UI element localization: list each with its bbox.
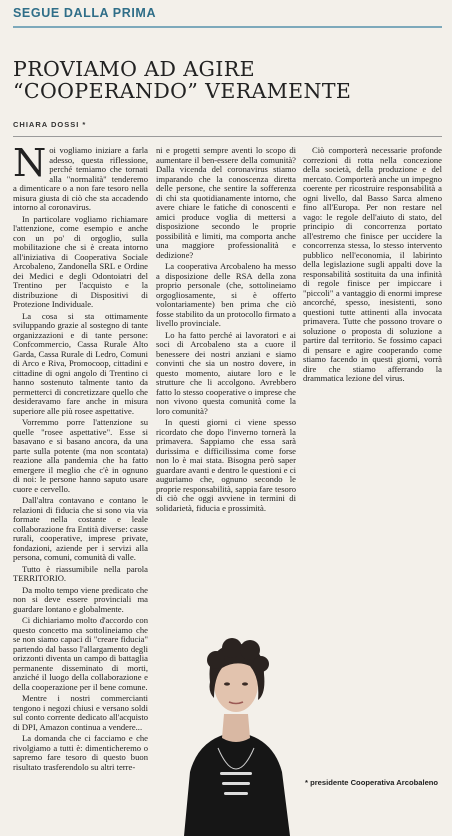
article-paragraph: Lo ha fatto perché ai lavoratori e ai soci di Arcobaleno sta a cuore il benessere dei nostri anziani e siamo convinti che sia un nostro dovere, in questo momento, aiutare loro e le strutture che li accolgono. Avrebbero fatto lo stesso cooperative o imprese che non vivono questa comunità come la loro comunità? [156, 329, 296, 416]
byline-rule [13, 136, 442, 137]
article-paragraph: La domanda che ci facciamo e che rivolgiamo a tutti è: dimenticheremo o sapremo fare tesoro di questo buon risultato trasferendolo su altri terre- [13, 733, 148, 772]
headline-line-1: PROVIAMO AD AGIRE [13, 57, 255, 81]
portrait-image [176, 622, 296, 836]
article-paragraph: Mentre i nostri commercianti tengono i negozi chiusi e versano soldi sul conto corrente dedicato all'acquisto di DPI, Amazon continua a vendere... [13, 693, 148, 732]
article-paragraph: Ciò comporterà necessarie profonde correzioni di rotta nella concezione della società, della produzione e del mercato. Comporterà anche un impegno coerente per ricostruire responsabilità a ogni livello, dal Basso Sarca almeno fino all'Europa. Per non restare nel vago: le regole dell'aiuto di stato, del principio di concorrenza portato all'estremo che finisce per uccidere la concorrenza stessa, lo stesso intervento pubblico nell'economia, il labirinto della legislazione sugli appalti dove la responsabilità sostituita da una infinità di regole finisce per impiccare i "piccoli" a vantaggio di enormi imprese ancorché, spesso, inesistenti, sono questioni tutte attinenti alla invocata primavera. Tutte che possono trovare o soluzione o proposta di soluzione a partire dal territorio. Se fossimo capaci di pensare e agire cooperando come stiamo facendo in questi giorni, vorrà dire che stiamo afferrando la drammatica lezione del virus. [303, 145, 442, 383]
author-photo [176, 622, 296, 836]
article-paragraph: Ci dichiariamo molto d'accordo con questo concetto ma sottolineiamo che se non siamo capaci di "creare fiducia" partendo dal basso l'allargamento degli orizzonti diventa un campo di battaglia permanente disseminato di morti, anziché il luogo della collaborazione e della cooperazione per il bene comune. [13, 615, 148, 692]
article-column-2 [156, 146, 296, 515]
headline-line-2: “COOPERANDO” VERAMENTE [13, 79, 352, 103]
article-paragraph: Noi vogliamo iniziare a farla adesso, questa riflessione, perché temiamo che tornati alla "normalità" tenderemo a dimenticare o a non fare tesoro nella misura giusta di ciò che sta accadendo intorno al coronavirus. [13, 141, 148, 212]
author-signature-note: * presidente Cooperativa Arcobaleno [305, 778, 439, 787]
article-paragraph: Vorremmo porre l'attenzione su quelle "rosee aspettative". Esse si basavano e si basano ancora, da una parte sulla potente (ma non scontata) reazione alla pandemia che ha fatto emergere il meglio che c'è in ognuno di noi: le persone hanno saputo usare cuore e cervello. [13, 417, 148, 494]
section-label: SEGUE DALLA PRIMA [13, 6, 157, 20]
headline [13, 58, 443, 102]
article-paragraph: Tutto è riassumibile nella parola TERRITORIO. [13, 563, 148, 583]
article-paragraph: ni e progetti sempre aventi lo scopo di aumentare il ben-essere della comunità? Dalla vicenda del coronavirus stiamo imparando che la conoscenza diretta delle persone, che sentire la sofferenza di chi sta quotidianamente intorno, che avere chiare le fatiche di conoscenti e amici produce voglia di mettersi a disposizione secondo le proprie possibilità e limiti, ma comporta anche una maggiore professionalità e dedizione? [156, 145, 296, 260]
article-paragraph: In questi giorni ci viene spesso ricordato che dopo l'inverno tornerà la primavera. Sappiamo che essa sarà durissima e difficilissima come forse non lo è mai stata. Bisogna però saper guardare avanti e dentro le questioni e ci auguriamo che, ognuno secondo le proprie responsabilità, sappia fare tesoro di ciò che oggi avviene in termini di solidarietà, fiducia e prossimità. [156, 417, 296, 513]
section-rule [13, 26, 442, 28]
article-column-1 [13, 141, 148, 774]
article-column-3 [303, 146, 442, 386]
article-paragraph: Dall'altra contavano e contano le relazioni di fiducia che si sono via via formate nella costante e leale collaborazione fra Entità diverse: casse rurali, cooperative, imprese private, fondazioni, aziende per i servizi alla persona, comuni, comunità di valle. [13, 495, 148, 562]
article-paragraph: In particolare vogliamo richiamare l'attenzione, come esempio e anche con un po' di orgoglio, sulla mobilitazione che si è creata intorno all'iniziativa di Cooperativa Sociale Arcobaleno, Zandonella SRL e Ordine dei Medici e degli Odontoiatri del Trentino per l'acquisto e la distribuzione di Dispositivi di Protezione Individuale. [13, 213, 148, 309]
drop-cap: N [13, 141, 47, 185]
article-paragraph: Da molto tempo viene predicato che non si deve essere provinciali ma guardare lontano e globalmente. [13, 584, 148, 614]
author-byline: CHIARA DOSSI * [13, 120, 87, 129]
article-paragraph: La cooperativa Arcobaleno ha messo a disposizione delle RSA della zona proprio personale (che, sottolineiamo orgogliosamente, si è offerto volontariamente) ben prima che ciò fosse stabilito da un protocollo firmato a livello provinciale. [156, 261, 296, 328]
article-paragraph: La cosa si sta ottimamente sviluppando grazie al sostegno di tante organizzazioni e di tante persone: Confcommercio, Cassa Rurale Alto Garda, Cassa Rurale di Ledro, Comuni di Arco e Riva, Promocoop, cittadini e cittadine di ogni angolo di Trentino ci hanno sostenuto talmente tanto da permetterci di concretizzare quello che desideravamo fare anche in misura superiore alle più rosee aspettative. [13, 310, 148, 416]
